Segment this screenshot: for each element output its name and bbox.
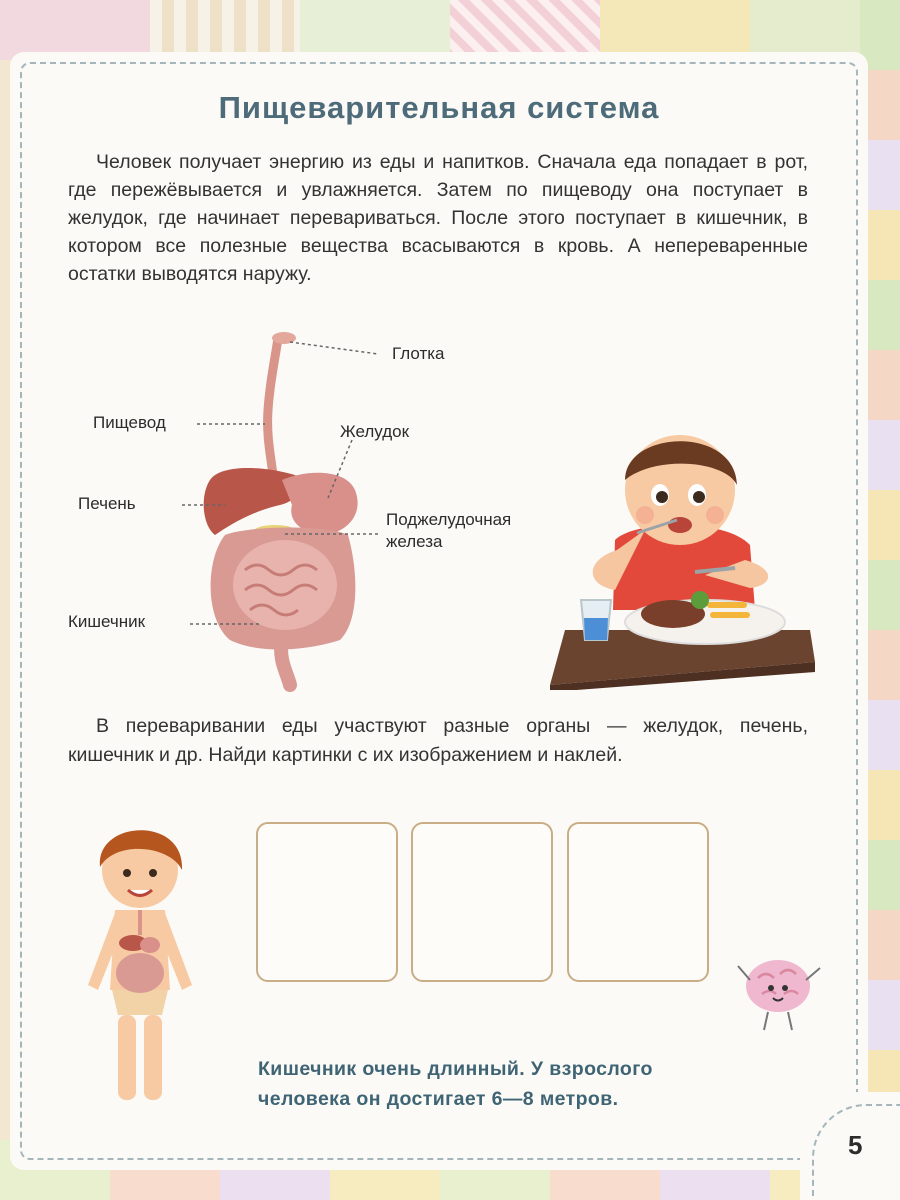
label-stomach: Желудок — [340, 422, 410, 441]
label-pancreas-line2: железа — [386, 532, 443, 551]
label-intestine: Кишечник — [68, 612, 146, 631]
sticker-box-2[interactable] — [411, 822, 553, 982]
label-liver: Печень — [78, 494, 136, 513]
label-pancreas-line1: Поджелудочная — [386, 510, 512, 529]
boy-eating-illustration — [545, 400, 820, 690]
digestive-system-diagram — [60, 320, 580, 700]
boy-body-illustration — [70, 815, 210, 1115]
label-esophagus: Пищевод — [93, 413, 166, 432]
task-paragraph: В переваривании еды участвуют разные органы — желудок, печень, кишечник и др. Найди картинки с их изображением и наклей. — [68, 715, 808, 766]
fact-line-2: человека он достигает 6—8 метров. — [258, 1088, 619, 1110]
page-title: Пищеварительная система — [218, 90, 660, 125]
fact-box — [258, 1054, 818, 1114]
brain-mascot-illustration — [728, 948, 828, 1038]
boy-eating-image — [545, 400, 820, 690]
fact-line-1: Кишечник очень длинный. У взрослого — [258, 1058, 653, 1080]
brain-mascot-image — [728, 948, 828, 1038]
boy-body-image — [70, 815, 210, 1115]
top-pattern-border — [0, 0, 900, 60]
page-number: 5 — [848, 1130, 863, 1160]
intro-paragraph: Человек получает энергию из еды и напитков. Сначала еда попадает в рот, где пережёвывается и увлажняется. Затем по пищеводу она поступает в желудок, где начинает перевариваться. После этого поступает в кишечник, в котором все полезные вещества всасываются в кровь. А непереваренные остатки выводятся наружу. — [68, 151, 808, 285]
label-pharynx: Глотка — [392, 344, 445, 363]
sticker-box-3[interactable] — [567, 822, 709, 982]
sticker-box-1[interactable] — [256, 822, 398, 982]
